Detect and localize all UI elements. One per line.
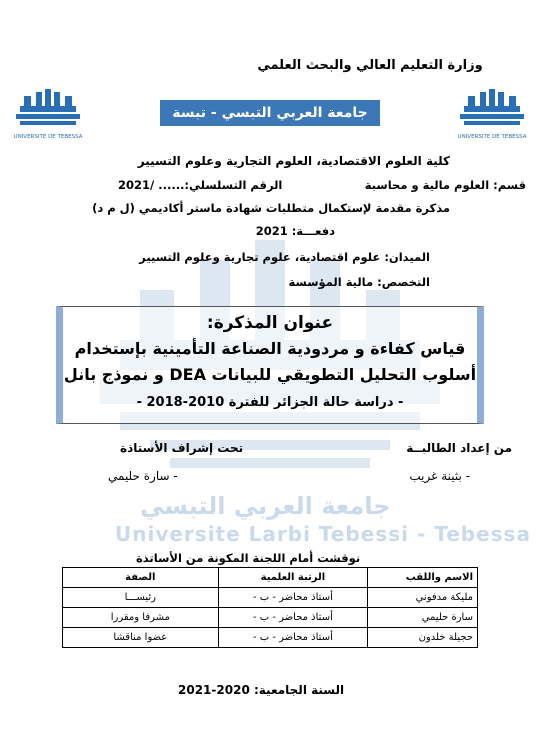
member-name: حجيلة خلدون xyxy=(368,628,478,648)
batch-year: دفعـــة: 2021 xyxy=(255,224,335,238)
title-line-2: أسلوب التحليل التطويقي للبيانات DEA و نموذج بانل xyxy=(63,365,477,384)
header-rank: الرتبة العلمية xyxy=(218,568,368,588)
university-logo-right xyxy=(456,88,528,142)
member-role: رئيســـا xyxy=(63,588,219,608)
committee-table xyxy=(62,567,478,648)
logo-caption-left: UNIVERSITE DE TEBESSA xyxy=(13,134,83,140)
prepared-by-label: من إعداد الطالبــة xyxy=(406,441,512,455)
specialty: التخصص: مالية المؤسسة xyxy=(288,275,430,289)
university-logo-left xyxy=(12,88,84,142)
department-name: قسم: العلوم مالية و محاسبة xyxy=(364,178,526,192)
member-name: سارة حليمي xyxy=(368,608,478,628)
field-of-study: الميدان: علوم اقتصادية، علوم تجارية وعلوم التسيير xyxy=(139,250,430,264)
header-name: الاسم واللقب xyxy=(368,568,478,588)
logo-caption-right: UNIVERSITE DE TEBESSA xyxy=(457,134,527,140)
member-rank: أستاذ محاضر - ب - xyxy=(218,628,368,648)
title-line-3: - دراسة حالة الجزائر للفترة 2010-2018 - xyxy=(136,395,404,410)
watermark-arabic-text: جامعة العربي التبسي xyxy=(140,492,391,520)
watermark-french-text: Universite Larbi Tebessi - Tebessa xyxy=(115,522,531,546)
supervisor-name: - سارة حليمي xyxy=(108,469,178,483)
committee-header-row xyxy=(63,568,478,588)
faculty-name: كلية العلوم الاقتصادية، العلوم التجارية وعلوم التسيير xyxy=(137,154,450,168)
ministry-name: وزارة التعليم العالي والبحث العلمي xyxy=(257,58,483,73)
table-row xyxy=(63,588,478,608)
member-rank: أستاذ محاضر - ب - xyxy=(218,588,368,608)
thesis-title-box xyxy=(56,306,484,424)
title-heading: عنوان المذكرة: xyxy=(206,313,334,333)
member-name: مليكة مدفوني xyxy=(368,588,478,608)
academic-year: السنة الجامعية: 2020-2021 xyxy=(178,683,345,697)
supervised-by-label: تحت إشراف الأستاذة xyxy=(120,441,244,455)
header-role: الصفة xyxy=(63,568,219,588)
committee-label: نوقشت أمام اللجنة المكونة من الأساتذة xyxy=(136,551,361,565)
member-role: عضوا مناقشا xyxy=(63,628,219,648)
table-row xyxy=(63,628,478,648)
student-name: - بثينة غريب xyxy=(409,469,470,483)
university-banner: جامعة العربي التبسي - تبسة xyxy=(160,100,380,126)
title-line-1: قياس كفاءة و مردودية الصناعة التأمينية بإستخدام xyxy=(74,339,466,358)
table-row xyxy=(63,608,478,628)
thesis-description: مذكرة مقدمة لإستكمال متطلبات شهادة ماستر أكاديمي (ل م د) xyxy=(92,201,450,215)
serial-number: الرقم التسلسلي:...... /2021 xyxy=(118,178,283,192)
member-role: مشرفا ومقررا xyxy=(63,608,219,628)
member-rank: أستاذ محاضر - ب - xyxy=(218,608,368,628)
